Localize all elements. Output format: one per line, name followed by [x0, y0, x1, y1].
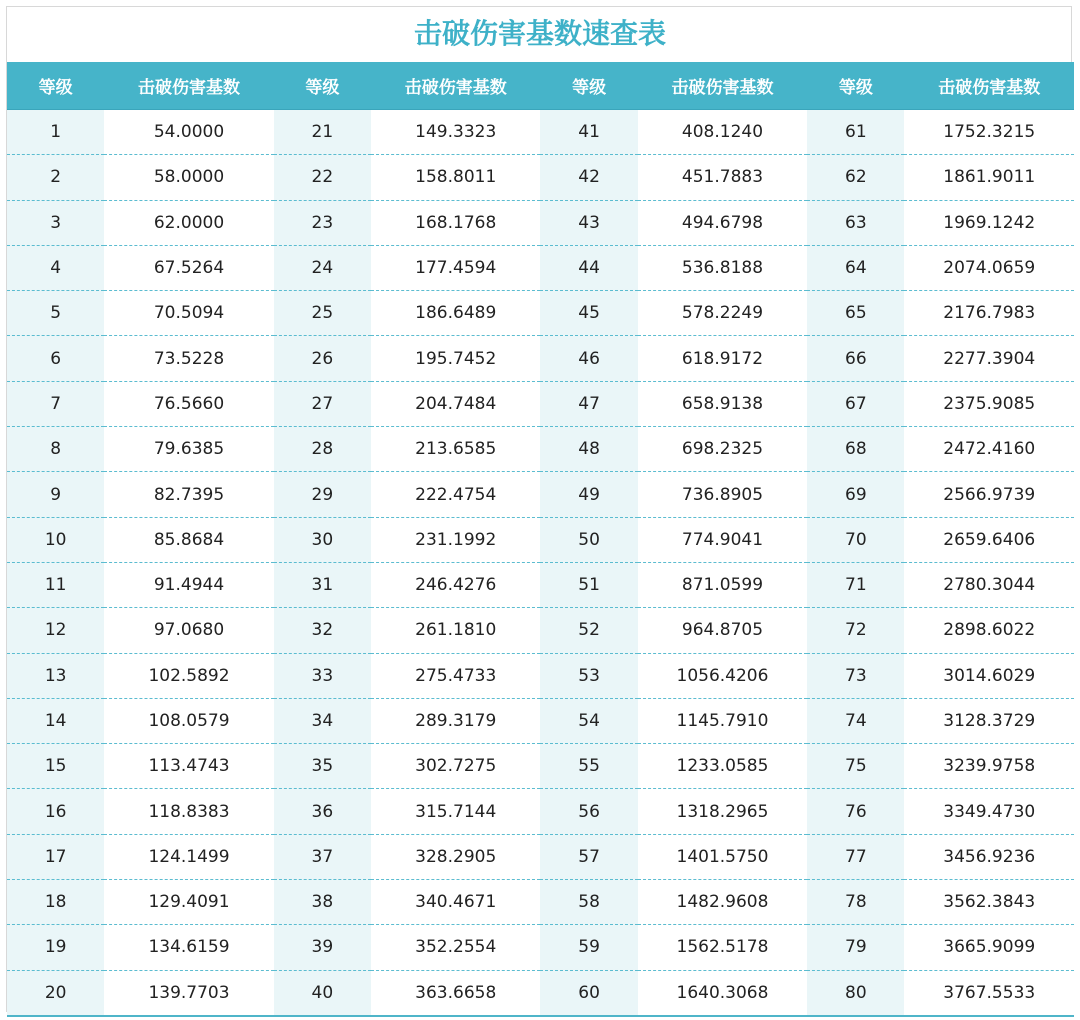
- level-cell: 74: [807, 698, 904, 743]
- damage-base-cell: 2780.3044: [904, 562, 1074, 607]
- damage-base-cell: 76.5660: [104, 381, 273, 426]
- level-cell: 6: [7, 336, 104, 381]
- damage-base-cell: 79.6385: [104, 427, 273, 472]
- level-cell: 67: [807, 381, 904, 426]
- level-cell: 54: [540, 698, 637, 743]
- level-cell: 53: [540, 653, 637, 698]
- damage-base-cell: 2472.4160: [904, 427, 1074, 472]
- table-row: [7, 834, 1074, 879]
- damage-base-cell: 186.6489: [371, 291, 540, 336]
- damage-base-cell: 2176.7983: [904, 291, 1074, 336]
- table-row: [7, 381, 1074, 426]
- damage-base-cell: 54.0000: [104, 110, 273, 155]
- damage-base-cell: 3767.5533: [904, 970, 1074, 1016]
- level-cell: 5: [7, 291, 104, 336]
- level-cell: 21: [274, 110, 371, 155]
- damage-base-cell: 158.8011: [371, 155, 540, 200]
- level-cell: 31: [274, 562, 371, 607]
- damage-base-cell: 3014.6029: [904, 653, 1074, 698]
- damage-base-cell: 340.4671: [371, 880, 540, 925]
- level-cell: 66: [807, 336, 904, 381]
- table-row: [7, 200, 1074, 245]
- level-cell: 20: [7, 970, 104, 1016]
- damage-base-cell: 102.5892: [104, 653, 273, 698]
- table-row: [7, 472, 1074, 517]
- damage-base-cell: 536.8188: [638, 245, 807, 290]
- damage-base-cell: 2898.6022: [904, 608, 1074, 653]
- level-cell: 30: [274, 517, 371, 562]
- damage-base-cell: 2375.9085: [904, 381, 1074, 426]
- level-cell: 70: [807, 517, 904, 562]
- damage-base-cell: 408.1240: [638, 110, 807, 155]
- level-cell: 24: [274, 245, 371, 290]
- damage-base-cell: 315.7144: [371, 789, 540, 834]
- damage-base-cell: 1640.3068: [638, 970, 807, 1016]
- level-cell: 3: [7, 200, 104, 245]
- damage-base-cell: 58.0000: [104, 155, 273, 200]
- header-damage-base: 击破伤害基数: [371, 62, 540, 110]
- damage-base-cell: 70.5094: [104, 291, 273, 336]
- damage-base-cell: 736.8905: [638, 472, 807, 517]
- level-cell: 18: [7, 880, 104, 925]
- damage-base-cell: 1401.5750: [638, 834, 807, 879]
- level-cell: 71: [807, 562, 904, 607]
- table-row: [7, 925, 1074, 970]
- header-damage-base: 击破伤害基数: [638, 62, 807, 110]
- damage-base-cell: 73.5228: [104, 336, 273, 381]
- level-cell: 59: [540, 925, 637, 970]
- header-damage-base: 击破伤害基数: [104, 62, 273, 110]
- level-cell: 39: [274, 925, 371, 970]
- level-cell: 50: [540, 517, 637, 562]
- level-cell: 15: [7, 744, 104, 789]
- header-level: 等级: [274, 62, 371, 110]
- damage-base-cell: 2566.9739: [904, 472, 1074, 517]
- damage-base-cell: 113.4743: [104, 744, 273, 789]
- level-cell: 64: [807, 245, 904, 290]
- damage-base-cell: 871.0599: [638, 562, 807, 607]
- level-cell: 33: [274, 653, 371, 698]
- damage-base-cell: 1318.2965: [638, 789, 807, 834]
- table-row: [7, 608, 1074, 653]
- damage-base-cell: 168.1768: [371, 200, 540, 245]
- table-row: [7, 562, 1074, 607]
- table-row: [7, 880, 1074, 925]
- level-cell: 25: [274, 291, 371, 336]
- damage-base-cell: 3562.3843: [904, 880, 1074, 925]
- level-cell: 46: [540, 336, 637, 381]
- level-cell: 1: [7, 110, 104, 155]
- level-cell: 80: [807, 970, 904, 1016]
- level-cell: 75: [807, 744, 904, 789]
- damage-base-cell: 3456.9236: [904, 834, 1074, 879]
- level-cell: 28: [274, 427, 371, 472]
- damage-base-cell: 658.9138: [638, 381, 807, 426]
- table-row: [7, 291, 1074, 336]
- level-cell: 69: [807, 472, 904, 517]
- damage-base-cell: 774.9041: [638, 517, 807, 562]
- page-title: 击破伤害基数速查表: [413, 17, 666, 50]
- level-cell: 27: [274, 381, 371, 426]
- damage-base-cell: 3239.9758: [904, 744, 1074, 789]
- level-cell: 13: [7, 653, 104, 698]
- damage-base-cell: 698.2325: [638, 427, 807, 472]
- damage-base-cell: 2659.6406: [904, 517, 1074, 562]
- damage-base-cell: 67.5264: [104, 245, 273, 290]
- level-cell: 72: [807, 608, 904, 653]
- table-row: [7, 698, 1074, 743]
- level-cell: 35: [274, 744, 371, 789]
- damage-base-cell: 494.6798: [638, 200, 807, 245]
- damage-base-cell: 222.4754: [371, 472, 540, 517]
- level-cell: 2: [7, 155, 104, 200]
- level-cell: 34: [274, 698, 371, 743]
- level-cell: 52: [540, 608, 637, 653]
- header-level: 等级: [807, 62, 904, 110]
- damage-base-cell: 1482.9608: [638, 880, 807, 925]
- damage-base-cell: 177.4594: [371, 245, 540, 290]
- level-cell: 65: [807, 291, 904, 336]
- damage-base-cell: 1861.9011: [904, 155, 1074, 200]
- damage-base-cell: 134.6159: [104, 925, 273, 970]
- damage-base-cell: 3128.3729: [904, 698, 1074, 743]
- damage-base-cell: 1145.7910: [638, 698, 807, 743]
- level-cell: 38: [274, 880, 371, 925]
- level-cell: 79: [807, 925, 904, 970]
- damage-base-cell: 261.1810: [371, 608, 540, 653]
- level-cell: 49: [540, 472, 637, 517]
- level-cell: 51: [540, 562, 637, 607]
- level-cell: 7: [7, 381, 104, 426]
- damage-base-cell: 2074.0659: [904, 245, 1074, 290]
- level-cell: 29: [274, 472, 371, 517]
- damage-base-cell: 213.6585: [371, 427, 540, 472]
- damage-base-cell: 1233.0585: [638, 744, 807, 789]
- damage-base-cell: 124.1499: [104, 834, 273, 879]
- damage-base-cell: 195.7452: [371, 336, 540, 381]
- table-row: [7, 245, 1074, 290]
- header-level: 等级: [540, 62, 637, 110]
- damage-base-cell: 352.2554: [371, 925, 540, 970]
- damage-base-cell: 328.2905: [371, 834, 540, 879]
- level-cell: 68: [807, 427, 904, 472]
- level-cell: 56: [540, 789, 637, 834]
- level-cell: 37: [274, 834, 371, 879]
- damage-base-cell: 578.2249: [638, 291, 807, 336]
- damage-base-cell: 82.7395: [104, 472, 273, 517]
- table-row: [7, 517, 1074, 562]
- table-row: [7, 110, 1074, 155]
- level-cell: 77: [807, 834, 904, 879]
- level-cell: 12: [7, 608, 104, 653]
- level-cell: 10: [7, 517, 104, 562]
- level-cell: 55: [540, 744, 637, 789]
- level-cell: 62: [807, 155, 904, 200]
- damage-base-cell: 1969.1242: [904, 200, 1074, 245]
- level-cell: 58: [540, 880, 637, 925]
- level-cell: 26: [274, 336, 371, 381]
- damage-base-cell: 1056.4206: [638, 653, 807, 698]
- header-damage-base: 击破伤害基数: [904, 62, 1074, 110]
- table-row: [7, 427, 1074, 472]
- damage-base-cell: 363.6658: [371, 970, 540, 1016]
- damage-base-cell: 62.0000: [104, 200, 273, 245]
- damage-base-cell: 246.4276: [371, 562, 540, 607]
- table-row: [7, 653, 1074, 698]
- level-cell: 36: [274, 789, 371, 834]
- damage-base-cell: 85.8684: [104, 517, 273, 562]
- header-level: 等级: [7, 62, 104, 110]
- damage-base-cell: 231.1992: [371, 517, 540, 562]
- level-cell: 78: [807, 880, 904, 925]
- table-body: [7, 110, 1074, 1016]
- damage-base-cell: 289.3179: [371, 698, 540, 743]
- damage-base-cell: 302.7275: [371, 744, 540, 789]
- level-cell: 45: [540, 291, 637, 336]
- damage-base-cell: 204.7484: [371, 381, 540, 426]
- level-cell: 17: [7, 834, 104, 879]
- level-cell: 9: [7, 472, 104, 517]
- level-cell: 60: [540, 970, 637, 1016]
- level-cell: 8: [7, 427, 104, 472]
- level-cell: 42: [540, 155, 637, 200]
- level-cell: 73: [807, 653, 904, 698]
- level-cell: 41: [540, 110, 637, 155]
- damage-base-cell: 451.7883: [638, 155, 807, 200]
- table-row: [7, 970, 1074, 1016]
- damage-base-cell: 108.0579: [104, 698, 273, 743]
- table-row: [7, 155, 1074, 200]
- damage-table: [7, 62, 1074, 1017]
- damage-base-cell: 91.4944: [104, 562, 273, 607]
- damage-base-cell: 3665.9099: [904, 925, 1074, 970]
- damage-base-cell: 275.4733: [371, 653, 540, 698]
- damage-base-cell: 964.8705: [638, 608, 807, 653]
- damage-base-cell: 1562.5178: [638, 925, 807, 970]
- damage-base-cell: 2277.3904: [904, 336, 1074, 381]
- level-cell: 19: [7, 925, 104, 970]
- level-cell: 43: [540, 200, 637, 245]
- level-cell: 40: [274, 970, 371, 1016]
- table-row: [7, 336, 1074, 381]
- level-cell: 61: [807, 110, 904, 155]
- level-cell: 22: [274, 155, 371, 200]
- damage-base-cell: 149.3323: [371, 110, 540, 155]
- level-cell: 44: [540, 245, 637, 290]
- damage-base-cell: 139.7703: [104, 970, 273, 1016]
- level-cell: 14: [7, 698, 104, 743]
- damage-base-cell: 118.8383: [104, 789, 273, 834]
- damage-base-cell: 3349.4730: [904, 789, 1074, 834]
- level-cell: 11: [7, 562, 104, 607]
- damage-base-cell: 1752.3215: [904, 110, 1074, 155]
- level-cell: 23: [274, 200, 371, 245]
- table-row: [7, 789, 1074, 834]
- level-cell: 32: [274, 608, 371, 653]
- level-cell: 63: [807, 200, 904, 245]
- level-cell: 48: [540, 427, 637, 472]
- table-row: [7, 744, 1074, 789]
- table-header-row: [7, 62, 1074, 110]
- level-cell: 76: [807, 789, 904, 834]
- damage-base-cell: 129.4091: [104, 880, 273, 925]
- damage-base-cell: 618.9172: [638, 336, 807, 381]
- damage-base-cell: 97.0680: [104, 608, 273, 653]
- level-cell: 47: [540, 381, 637, 426]
- level-cell: 16: [7, 789, 104, 834]
- level-cell: 57: [540, 834, 637, 879]
- level-cell: 4: [7, 245, 104, 290]
